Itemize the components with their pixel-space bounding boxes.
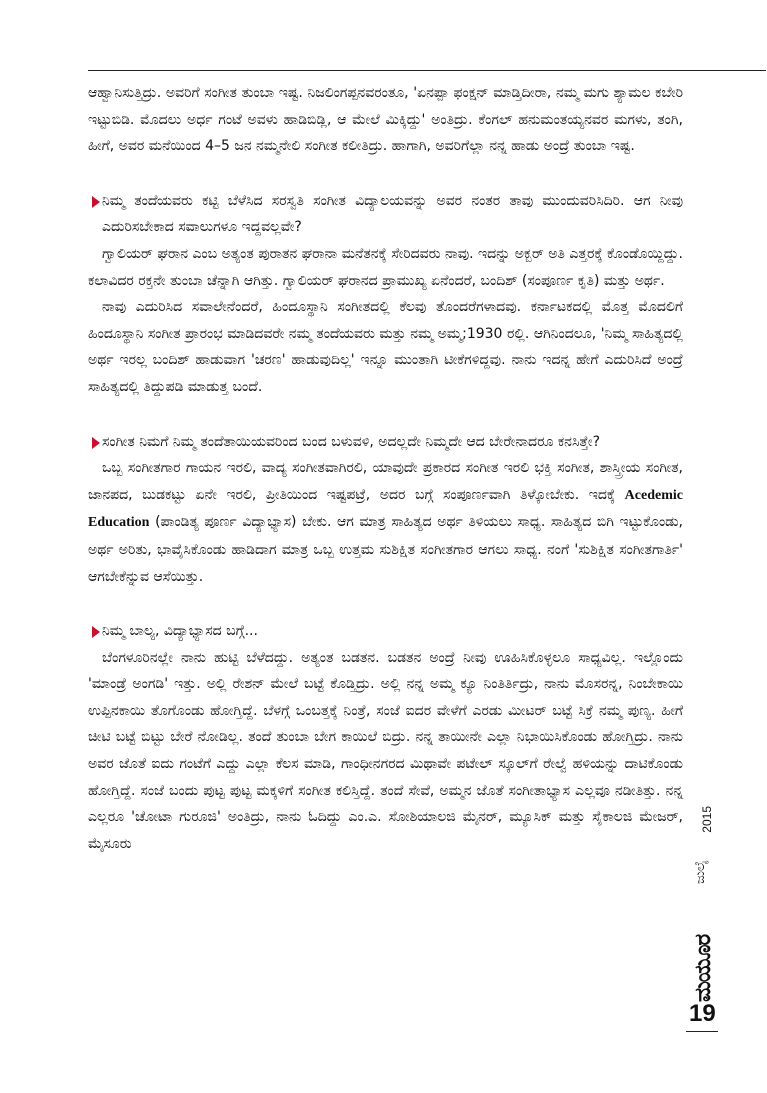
paragraph-3: ನಾವು ಎದುರಿಸಿದ ಸವಾಲೇನೆಂದರೆ, ಹಿಂದೂಸ್ಥಾನಿ ಸಂಗೀತದಲ್ಲಿ ಕೆಲವು ತೊಂದರೆಗಳಾದವು. ಕರ್ನಾಟಕದಲ್ಲಿ ಮೊತ್ತ ಮೊದಲಿಗೆ ಹಿಂದೂಸ್ಥಾನಿ ಸಂಗೀತ ಪ್ರಾರಂಭ ಮಾಡಿದವರೇ ನಮ್ಮ ತಂದೆಯವರು ಮತ್ತು ನಮ್ಮ ಅಮ್ಮ;1930 ರಲ್ಲಿ. ಆಗಿನಿಂದಲೂ, 'ನಿಮ್ಮ ಸಾಹಿತ್ಯದಲ್ಲಿ ಅರ್ಥ ಇರಲ್ಲ ಬಂದಿಶ್ ಹಾಡುವಾಗ 'ಚರಣ' ಹಾಡುವುದಿಲ್ಲ' ಇನ್ನೂ ಮುಂತಾಗಿ ಟೀಕೆಗಳಿದ್ದವು. ನಾನು ಇದನ್ನ ಹೇಗೆ ಎದುರಿಸಿದೆ ಅಂದ್ರೆ ಸಾಹಿತ್ಯದಲ್ಲಿ ತಿದ್ದುಪಡಿ ಮಾಡುತ್ತ ಬಂದೆ.: [88, 299, 683, 395]
page-number: 19: [689, 1000, 716, 1027]
paragraph-1: ಆಹ್ವಾನಿಸುತ್ತಿದ್ರು. ಅವರಿಗೆ ಸಂಗೀತ ತುಂಬಾ ಇಷ್ಟ. ನಿಜಲಿಂಗಪ್ಪನವರಂತೂ, 'ಏನಪ್ಪಾ ಫಂಕ್ಷನ್ ಮಾಡ್ತಿದೀರಾ, ನಮ್ಮ ಮಗು ಶ್ಯಾಮಲ ಕಬೇರಿ ಇಟ್ಟುಬಿಡಿ. ಮೊದಲು ಅರ್ಧ ಗಂಟೆ ಅವಳು ಹಾಡಿಬಿಡ್ಲಿ, ಆ ಮೇಲೆ ಮಿಕ್ಕಿದ್ದು' ಅಂತಿದ್ರು. ಕೆಂಗಲ್ ಹನುಮಂತಯ್ಯನವರ ಮಗಳು, ತಂಗಿ, ಹೀಗೆ, ಅವರ ಮನೆಯಿಂದ 4–5 ಜನ ನಮ್ಮನೇಲಿ ಸಂಗೀತ ಕಲೀತಿದ್ರು. ಹಾಗಾಗಿ, ಅವರಿಗೆಲ್ಲಾ ನನ್ನ ಹಾಡು ಅಂದ್ರೆ ತುಂಬಾ ಇಷ್ಟ.: [88, 85, 683, 155]
question-1-text: ನಿಮ್ಮ ತಂದೆಯವರು ಕಟ್ಟಿ ಬೆಳೆಸಿದ ಸರಸ್ವತಿ ಸಂಗೀತ ವಿದ್ಯಾಲಯವನ್ನು ಅವರ ನಂತರ ತಾವು ಮುಂದುವರಿಸಿದಿರಿ. ಆಗ ನೀವು ಎದುರಿಸಬೇಕಾದ ಸವಾಲುಗಳೂ ಇದ್ದವಲ್ಲವೇ?: [102, 192, 683, 236]
question-3-text: ನಿಮ್ಮ ಬಾಲ್ಯ, ವಿದ್ಯಾಭ್ಯಾಸದ ಬಗ್ಗೆ...: [102, 623, 258, 640]
issue-month: ಜುಲೈ: [693, 860, 708, 884]
paragraph-4: [88, 455, 683, 590]
question-1: [88, 188, 683, 241]
paragraph-4-english-term: Acedemic Education: [88, 487, 683, 531]
paragraph-5: ಬೆಂಗಳೂರಿನಲ್ಲೇ ನಾನು ಹುಟ್ಟಿ ಬೆಳೆದದ್ದು. ಅತ್ಯಂತ ಬಡತನ. ಬಡತನ ಅಂದ್ರೆ ನೀವು ಊಹಿಸಿಕೊಳ್ಳಲೂ ಸಾಧ್ಯವಿಲ್ಲ. ಇಲ್ಲೊಂದು 'ಮಾಂಡ್ರೆ ಅಂಗಡಿ' ಇತ್ತು. ಅಲ್ಲಿ ರೇಶನ್ ಮೇಲೆ ಬಟ್ಟೆ ಕೊಡ್ತಿದ್ರು. ಅಲ್ಲಿ ನನ್ನ ಅಮ್ಮ ಕ್ಯೂ ನಿಂತಿರ್ತಿದ್ರು, ನಾನು ಮೊಸರನ್ನ, ನಿಂಬೇಕಾಯಿ ಉಪ್ಪಿನಕಾಯಿ ತೊಗೊಂಡು ಹೋಗ್ತಿದ್ದೆ. ಬೆಳಗ್ಗೆ ಒಂಬತ್ತಕ್ಕೆ ನಿಂತ್ರೆ, ಸಂಜೆ ಐದರ ವೇಳೆಗೆ ಎರಡು ಮೀಟರ್ ಬಟ್ಟೆ ಸಿಕ್ರೆ ನಮ್ಮ ಪುಣ್ಯ. ಹೀಗೆ ಚೀಟಿ ಬಟ್ಟೆ ಬಿಟ್ಟು ಬೇರೆ ನೋಡಿಲ್ಲ. ತಂದೆ ತುಂಬಾ ಬೇಗ ಕಾಯಿಲೆ ಬಿದ್ರು. ನನ್ನ ತಾಯೀನೇ ಎಲ್ಲಾ ನಿಭಾಯಿಸಿಕೊಂಡು ಹೋಗ್ತಿದ್ರು. ನಾನು ಅವರ ಜೊತೆ ಐದು ಗಂಟೆಗೆ ಎದ್ದು ಎಲ್ಲಾ ಕೆಲಸ ಮಾಡಿ, ಗಾಂಧೀನಗರದ ಮಿಥಾವೇ ಪಟೇಲ್ ಸ್ಕೂಲ್‌ಗೆ ರೇಲ್ವೆ ಹಳಿಯನ್ನು ದಾಟಿಕೊಂಡು ಹೋಗ್ತಿದ್ದೆ. ಸಂಜೆ ಬಂದು ಪುಟ್ಟ ಪುಟ್ಟ ಮಕ್ಕಳಿಗೆ ಸಂಗೀತ ಕಲಿಸ್ತಿದ್ದೆ. ತಂದೆ ಸೇವೆ, ಅಮ್ಮನ ಜೊತೆ ಸಂಗೀತಾಭ್ಯಾಸ ಎಲ್ಲವೂ ನಡೀತಿತ್ತು. ನನ್ನ ಎಲ್ಲರೂ 'ಚೋಟಾ ಗುರೂಜಿ' ಅಂತಿದ್ರು, ನಾನು ಓದಿದ್ದು ಎಂ.ಎ. ಸೋಶಿಯಾಲಜಿ ಮೈನರ್, ಮ್ಯೂಸಿಕ್ ಮತ್ತು ಸೈಕಾಲಜಿ ಮೇಜರ್, ಮೈಸೂರು: [88, 649, 683, 852]
paragraph-2: ಗ್ವಾಲಿಯರ್ ಘರಾನ ಎಂಬ ಅತ್ಯಂತ ಪುರಾತನ ಘರಾನಾ ಮನೆತನಕ್ಕೆ ಸೇರಿದವರು ನಾವು. ಇದನ್ನು ಅಕ್ಬರ್ ಅತಿ ಎತ್ತರಕ್ಕೆ ಕೊಂಡೊಯ್ದಿದ್ದು. ಕಲಾವಿದರ ರಕ್ತನೇ ತುಂಬಾ ಚೆನ್ನಾಗಿ ಆಗಿತ್ತು. ಗ್ವಾಲಿಯರ್ ಘರಾನದ ಪ್ರಾಮುಖ್ಯ ಏನೆಂದರೆ, ಬಂದಿಶ್ (ಸಂಪೂರ್ಣ ಕೃತಿ) ಮತ್ತು ಅರ್ಥ.: [88, 245, 683, 289]
question-2: [88, 429, 683, 456]
header-rule: [88, 70, 766, 71]
question-3: [88, 618, 683, 645]
paragraph-4-part-a: ಒಬ್ಬ ಸಂಗೀತಗಾರ ಗಾಯನ ಇರಲಿ, ವಾದ್ಯ ಸಂಗೀತವಾಗಿರಲಿ, ಯಾವುದೇ ಪ್ರಕಾರದ ಸಂಗೀತ ಇರಲಿ ಭಕ್ತಿ ಸಂಗೀತ, ಶಾಸ್ತ್ರೀಯ ಸಂಗೀತ, ಜಾನಪದ, ಬುಡಕಟ್ಟು ಏನೇ ಇರಲಿ, ಪ್ರೀತಿಯಿಂದ ಇಷ್ಟಪಟ್ರೆ, ಅದರ ಬಗ್ಗೆ ಸಂಪೂರ್ಣವಾಗಿ ತಿಳ್ಕೋಬೇಕು. ಇದಕ್ಕೆ: [88, 460, 683, 503]
issue-year: 2015: [700, 806, 714, 833]
question-2-text: ಸಂಗೀತ ನಿಮಗೆ ನಿಮ್ಮ ತಂದೆತಾಯಿಯವರಿಂದ ಬಂದ ಬಳುವಳಿ, ಅದಲ್ಲದೇ ನಿಮ್ಮದೇ ಆದ ಬೇರೇನಾದರೂ ಕನಸಿತ್ತೇ?: [102, 433, 601, 450]
page-number-rule: [686, 1031, 718, 1032]
red-triangle-bullet-icon: [92, 626, 100, 638]
article-body: [88, 80, 683, 857]
magazine-name: ಮಯೂರ: [691, 934, 716, 1002]
red-triangle-bullet-icon: [92, 196, 100, 208]
red-triangle-bullet-icon: [92, 437, 100, 449]
paragraph-4-part-b: (ಪಾಂಡಿತ್ಯ ಪೂರ್ಣ ವಿದ್ಯಾಭ್ಯಾಸ) ಬೇಕು. ಆಗ ಮಾತ್ರ ಸಾಹಿತ್ಯದ ಅರ್ಥ ತಿಳಿಯಲು ಸಾಧ್ಯ. ಸಾಹಿತ್ಯದ ಬಿಗಿ ಇಟ್ಟುಕೊಂಡು, ಅರ್ಥ ಅರಿತು, ಭಾವೈಸಿಕೊಂಡು ಹಾಡಿದಾಗ ಮಾತ್ರ ಒಬ್ಬ ಉತ್ತಮ ಸುಶಿಕ್ಷಿತ ಸಂಗೀತಗಾರ ಆಗಲು ಸಾಧ್ಯ. ನಂಗೆ 'ಸುಶಿಕ್ಷಿತ ಸಂಗೀತಗಾರ್ತಿ' ಆಗಬೇಕೆನ್ನುವ ಆಸೆಯಿತ್ತು.: [88, 514, 683, 585]
